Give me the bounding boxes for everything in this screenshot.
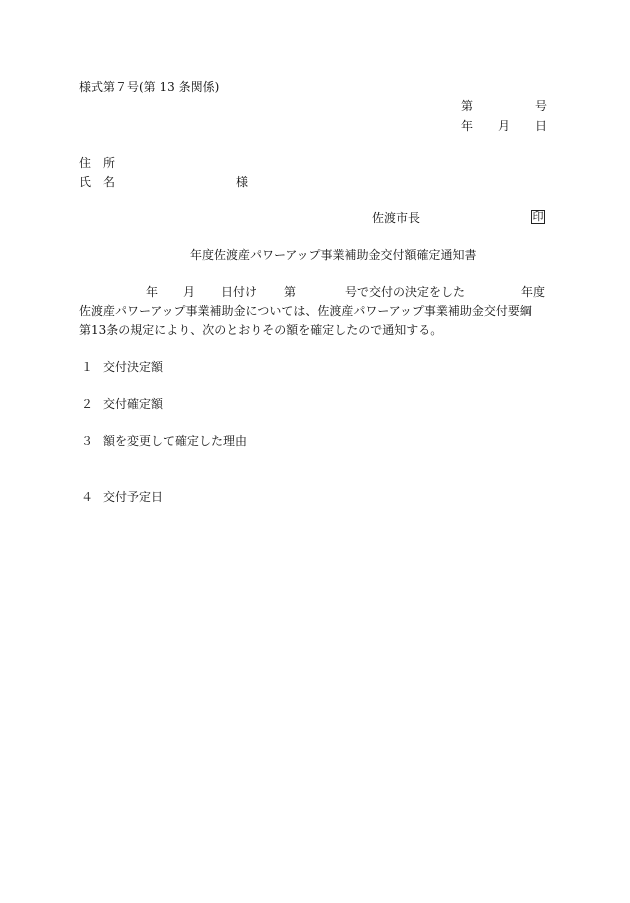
date-month-label: 月: [498, 119, 511, 133]
seal-mark: 印: [532, 210, 544, 223]
item-number: １: [81, 360, 94, 374]
document-number-suffix: 号: [535, 99, 548, 113]
honorific: 様: [236, 175, 249, 189]
item-label-confirmed-amount: 交付確定額: [103, 397, 164, 411]
document-number-prefix: 第: [461, 99, 474, 113]
document-title: 年度佐渡産パワーアップ事業補助金交付額確定通知書: [190, 248, 477, 262]
item-label-change-reason: 額を変更して確定した理由: [103, 434, 248, 448]
body-dated-label: 日付け: [221, 285, 258, 299]
date-year-label: 年: [461, 119, 474, 133]
item-number: ２: [81, 397, 94, 411]
item-label-decision-amount: 交付決定額: [103, 360, 164, 374]
item-number: ３: [81, 434, 94, 448]
form-label: 様式第７号(第 13 条関係): [79, 80, 220, 94]
address-label: 住 所: [79, 156, 116, 170]
body-decision-text: 号で交付の決定をした: [345, 285, 466, 299]
issuer-name: 佐渡市長: [372, 211, 421, 225]
body-number-prefix: 第: [284, 285, 297, 299]
body-line-2: 佐渡産パワーアップ事業補助金については、佐渡産パワーアップ事業補助金交付要綱: [79, 304, 532, 318]
name-label: 氏 名: [79, 175, 116, 189]
item-label-payment-date: 交付予定日: [103, 490, 164, 504]
date-day-label: 日: [535, 119, 548, 133]
body-fiscal-year-label: 年度: [521, 285, 546, 299]
body-line-3: 第13条の規定により、次のとおりその額を確定したので通知する。: [79, 323, 443, 337]
item-number: ４: [81, 490, 94, 504]
body-year-label: 年: [146, 285, 159, 299]
body-month-label: 月: [183, 285, 196, 299]
